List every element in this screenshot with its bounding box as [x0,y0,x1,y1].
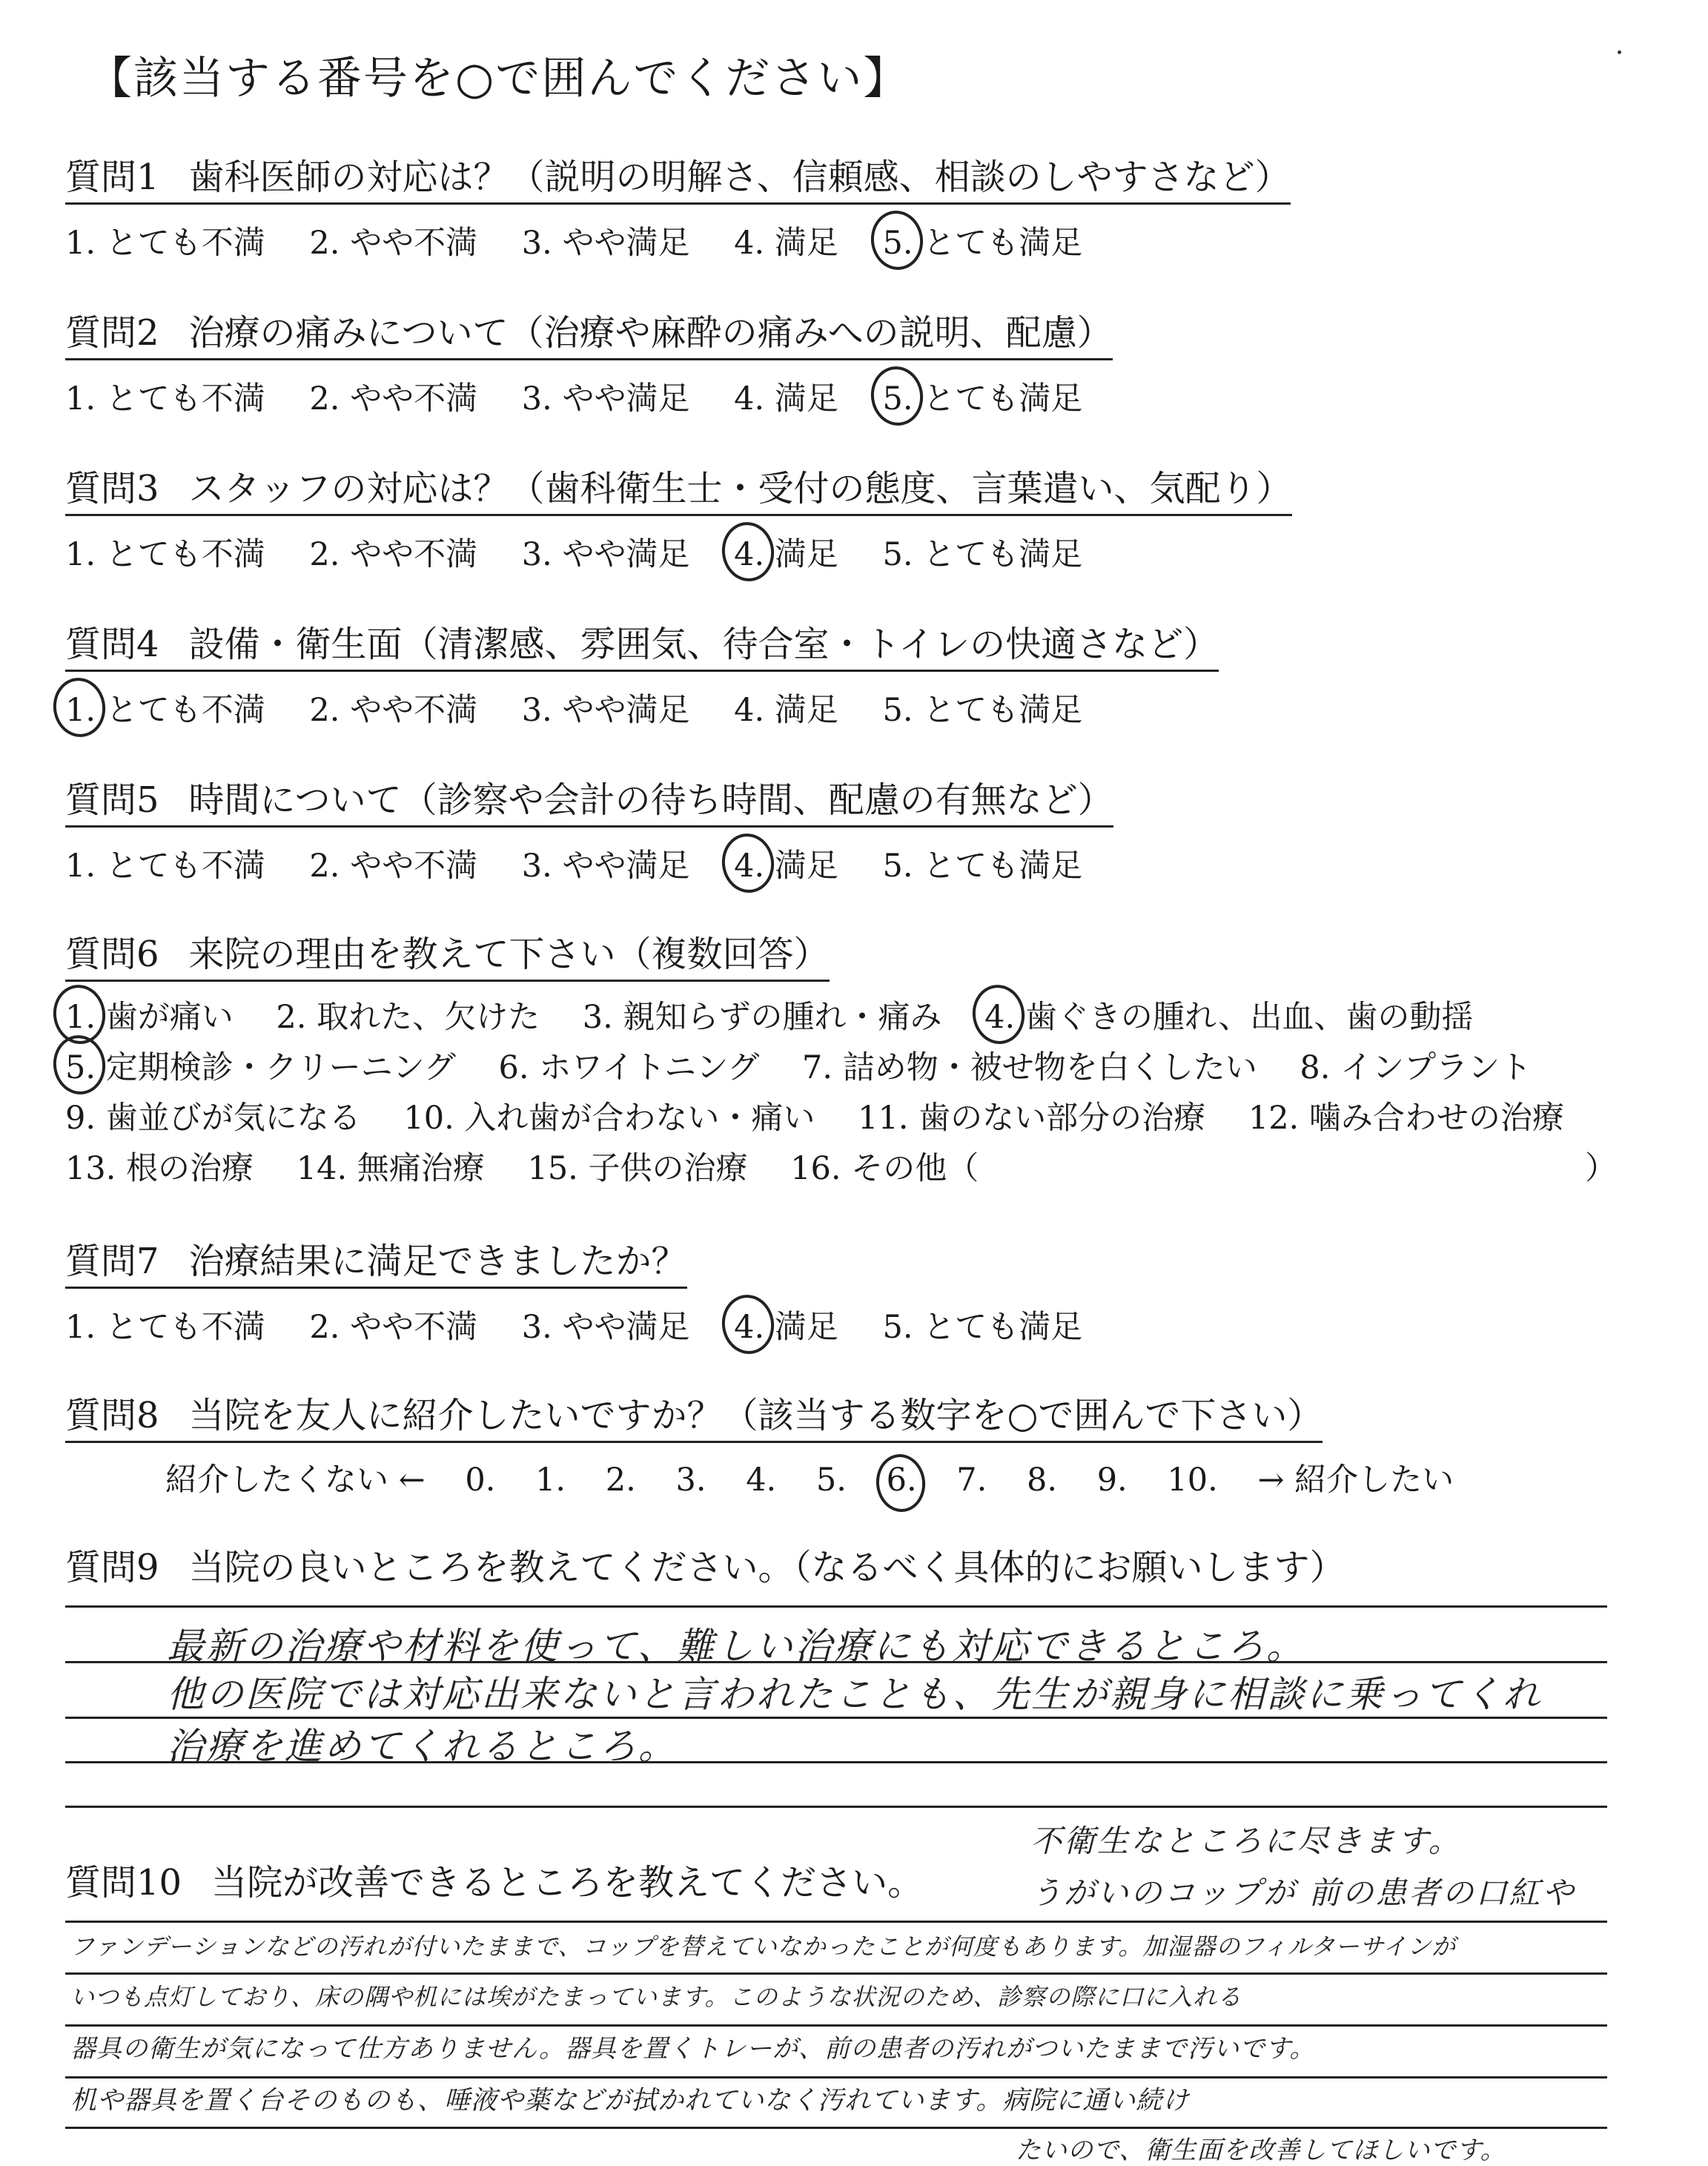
reason-11[interactable]: 11. 歯のない部分の治療 [858,1100,1206,1137]
scale-10[interactable]: 10. [1167,1462,1218,1499]
question-label: 質問6 [65,934,159,975]
option-5[interactable]: 5. とても満足 [882,536,1083,573]
question-text: 時間について（診察や会計の待ち時間、配慮の有無など） [188,779,1113,821]
scale-3[interactable]: 3. [675,1462,706,1499]
handwritten-answer-line: うがいのコップが 前の患者の口紅や [1030,1875,1576,1911]
option-1[interactable]: 1. とても不満 [65,380,265,417]
answer-options [65,218,1659,263]
question-label: 質問7 [65,1241,159,1282]
option-2[interactable]: 2. やや不満 [309,536,478,573]
option-3[interactable]: 3. やや満足 [521,536,690,573]
answer-line [65,1605,1607,1608]
question-text: 治療結果に満足できましたか？ [188,1241,687,1282]
question-6-heading [65,925,830,982]
answer-line [65,2076,1607,2078]
answer-line [65,2127,1607,2129]
option-3[interactable]: 3. やや満足 [521,225,690,262]
options-row [65,992,1659,1043]
option-2[interactable]: 2. やや不満 [309,848,478,885]
question-text: 治療の痛みについて（治療や麻酔の痛みへの説明、配慮） [188,312,1113,354]
question-3-heading [65,460,1292,516]
reason-2[interactable]: 2. 取れた、欠けた [276,999,540,1036]
option-2[interactable]: 2. やや不満 [309,380,478,417]
question-7 [65,1232,1659,1347]
option-1[interactable]: 1. とても不満 [65,848,265,885]
option-2[interactable]: 2. やや不満 [309,692,478,729]
scale-6-selected[interactable]: 6. [887,1462,917,1499]
option-1-selected[interactable]: 1. とても不満 [65,685,265,730]
scale-2[interactable]: 2. [605,1462,636,1499]
answer-options [65,374,1659,419]
question-8-heading [65,1387,1323,1443]
question-label: 質問4 [65,624,159,665]
answer-options [65,685,1659,730]
handwritten-answer-line: ファンデーションなどの汚れが付いたままで、コップを替えていなかったことが何度もあります。加湿器のフィルターサインが [70,1932,1457,1961]
question-text: 歯科医師の対応は？（説明の明解さ、信頼感、相談のしやすさなど） [188,156,1291,198]
reason-3[interactable]: 3. 親知らずの腫れ・痛み [582,999,942,1036]
option-2[interactable]: 2. やや不満 [309,225,478,262]
option-5[interactable]: 5. とても満足 [882,692,1083,729]
option-3[interactable]: 3. やや満足 [521,380,690,417]
option-4[interactable]: 4. 満足 [734,380,838,417]
question-label: 質問3 [65,468,159,509]
question-label: 質問2 [65,312,159,354]
scale-8[interactable]: 8. [1027,1462,1058,1499]
handwritten-answer-line: 治療を進めてくれるところ。 [167,1725,678,1768]
scale-9[interactable]: 9. [1096,1462,1128,1499]
option-4-selected[interactable]: 4. 満足 [734,1302,838,1347]
question-2 [65,304,1659,419]
handwritten-answer-line: たいので、衛生面を改善してほしいです。 [1016,2136,1506,2165]
option-4[interactable]: 4. 満足 [734,692,838,729]
question-9-heading [65,1539,1659,1590]
scale-5[interactable]: 5. [815,1462,847,1499]
handwritten-answer-line: いつも点灯しており、床の隅や机には埃がたまっています。このような状況のため、診察の際に口に入れる [70,1983,1242,2011]
scale-left-label: 紹介したくない ← [165,1462,426,1499]
question-1 [65,148,1659,263]
scale-1[interactable]: 1. [535,1462,566,1499]
reason-13[interactable]: 13. 根の治療 [65,1150,254,1187]
other-close-paren: ） [1584,1150,1617,1187]
handwritten-answer-line: 最新の治療や材料を使って、難しい治療にも対応できるところ。 [167,1625,1305,1668]
question-3 [65,460,1659,575]
question-9 [65,1539,1659,1590]
option-3[interactable]: 3. やや満足 [521,1309,690,1346]
reason-7[interactable]: 7. 詰め物・被せ物を白くしたい [802,1049,1257,1086]
answer-line [65,2024,1607,2027]
option-5[interactable]: 5. とても満足 [882,1309,1083,1346]
question-label: 質問5 [65,779,159,821]
scale-right-label: → 紹介したい [1257,1462,1454,1499]
handwritten-answer-line: 他の医院では対応出来ないと言われたことも、先生が親身に相談に乗ってくれ [167,1673,1542,1716]
reason-9[interactable]: 9. 歯並びが気になる [65,1100,361,1137]
option-5[interactable]: 5. とても満足 [882,848,1083,885]
answer-options [65,529,1659,575]
reason-12[interactable]: 12. 噛み合わせの治療 [1248,1100,1564,1137]
question-2-heading [65,304,1113,360]
answer-line [65,1972,1607,1975]
question-4 [65,615,1659,730]
reason-1-selected[interactable]: 1. 歯が痛い [65,992,234,1043]
scale-7[interactable]: 7. [956,1462,987,1499]
option-3[interactable]: 3. やや満足 [521,848,690,885]
option-1[interactable]: 1. とても不満 [65,1309,265,1346]
question-text: 当院の良いところを教えてください。（なるべく具体的にお願いします） [188,1547,1345,1588]
reason-5-selected[interactable]: 5. 定期検診・クリーニング [65,1043,456,1093]
reason-15[interactable]: 15. 子供の治療 [527,1150,748,1187]
option-5-selected[interactable]: 5. とても満足 [883,374,1083,419]
reason-14[interactable]: 14. 無痛治療 [296,1150,485,1187]
question-5-heading [65,771,1113,828]
question-text: スタッフの対応は？（歯科衛生士・受付の態度、言葉遣い、気配り） [188,468,1292,509]
recommend-scale [165,1455,1659,1500]
answer-options [65,1302,1659,1347]
question-text: 来院の理由を教えて下さい（複数回答） [188,934,830,975]
reason-10[interactable]: 10. 入れ歯が合わない・痛い [403,1100,815,1137]
question-text: 設備・衛生面（清潔感、雰囲気、待合室・トイレの快適さなど） [188,624,1219,665]
option-4[interactable]: 4. 満足 [734,225,838,262]
scan-speck [1618,50,1621,54]
multi-choice-options [65,992,1659,1194]
question-4-heading [65,615,1219,672]
question-text: 当院を友人に紹介したいですか？（該当する数字を○で囲んで下さい） [188,1395,1323,1436]
options-row [65,1143,1659,1194]
question-label: 質問10 [65,1862,182,1903]
scale-4[interactable]: 4. [746,1462,777,1499]
option-4-selected[interactable]: 4. 満足 [734,529,838,575]
answer-line [65,1921,1607,1923]
question-7-heading [65,1232,687,1289]
answer-line [65,1806,1607,1808]
reason-6[interactable]: 6. ホワイトニング [498,1049,760,1086]
handwritten-answer-line: 机や器具を置く台そのものも、唾液や薬などが拭かれていなく汚れています。病院に通い続け [70,2086,1190,2116]
question-label: 質問8 [65,1395,159,1436]
reason-4-selected[interactable]: 4. 歯ぐきの腫れ、出血、歯の動揺 [984,992,1473,1043]
question-text: 当院が改善できるところを教えてください。 [211,1862,924,1903]
option-2[interactable]: 2. やや不満 [309,1309,478,1346]
options-row [65,1093,1659,1143]
question-label: 質問1 [65,156,159,198]
handwritten-answer-line: 器具の衛生が気になって仕方ありません。器具を置くトレーが、前の患者の汚れがついたままで汚いです。 [70,2034,1316,2064]
option-5-selected[interactable]: 5. とても満足 [883,218,1083,263]
option-3[interactable]: 3. やや満足 [521,692,690,729]
handwritten-answer-line: 不衛生なところに尽きます。 [1030,1823,1462,1859]
reason-8[interactable]: 8. インプラント [1300,1049,1532,1086]
reason-16-other[interactable]: 16. その他（ [790,1150,979,1187]
question-8 [65,1387,1659,1500]
answer-options [65,841,1659,886]
question-label: 質問9 [65,1547,159,1588]
question-6 [65,925,1659,1194]
page-title: 【該当する番号を○で囲んでください】 [87,53,910,105]
option-1[interactable]: 1. とても不満 [65,225,265,262]
options-row [65,1043,1659,1093]
question-5 [65,771,1659,886]
scale-0[interactable]: 0. [465,1462,496,1499]
question-1-heading [65,148,1291,205]
option-1[interactable]: 1. とても不満 [65,536,265,573]
option-4-selected[interactable]: 4. 満足 [734,841,838,886]
